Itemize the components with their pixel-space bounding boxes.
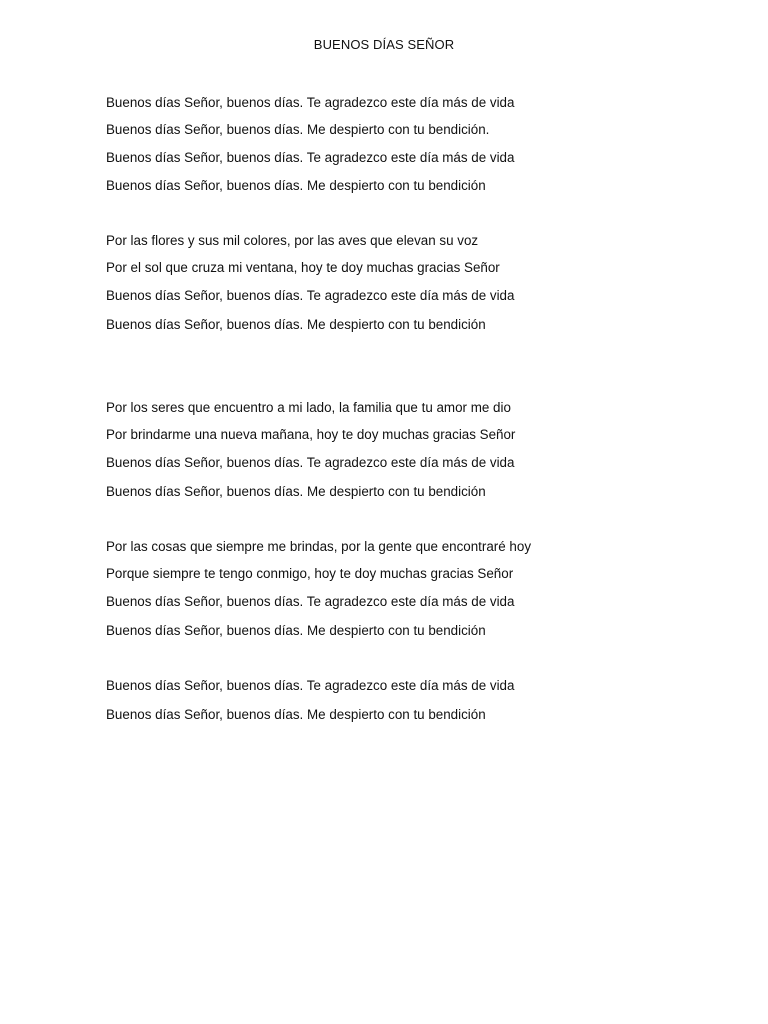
lyric-line: Buenos días Señor, buenos días. Me despierto con tu bendición — [106, 178, 486, 193]
lyric-line: Por las flores y sus mil colores, por las aves que elevan su voz — [106, 233, 479, 248]
lyric-line: Por el sol que cruza mi ventana, hoy te doy muchas gracias Señor — [106, 260, 500, 275]
lyric-line: Buenos días Señor, buenos días. Te agradezco este día más de vida — [106, 678, 515, 693]
lyric-line: Buenos días Señor, buenos días. Te agradezco este día más de vida — [106, 288, 515, 303]
lyric-line: Buenos días Señor, buenos días. Me despierto con tu bendición. — [106, 122, 490, 137]
lyric-line: Buenos días Señor, buenos días. Me despierto con tu bendición — [106, 623, 486, 638]
lyric-line: Buenos días Señor, buenos días. Me despierto con tu bendición — [106, 484, 486, 499]
lyric-line: Por las cosas que siempre me brindas, por la gente que encontraré hoy — [106, 539, 532, 554]
lyric-line: Buenos días Señor, buenos días. Te agradezco este día más de vida — [106, 150, 515, 165]
lyric-line: Por los seres que encuentro a mi lado, la familia que tu amor me dio — [106, 400, 511, 415]
lyric-line: Porque siempre te tengo conmigo, hoy te doy muchas gracias Señor — [106, 566, 514, 581]
lyric-line: Buenos días Señor, buenos días. Te agradezco este día más de vida — [106, 594, 515, 609]
lyric-line: Buenos días Señor, buenos días. Me despierto con tu bendición — [106, 317, 486, 332]
document-title: BUENOS DÍAS SEÑOR — [313, 37, 455, 52]
lyric-line: Por brindarme una nueva mañana, hoy te doy muchas gracias Señor — [106, 427, 516, 442]
lyric-line: Buenos días Señor, buenos días. Me despierto con tu bendición — [106, 707, 486, 722]
lyric-line: Buenos días Señor, buenos días. Te agradezco este día más de vida — [106, 95, 515, 110]
lyric-line: Buenos días Señor, buenos días. Te agradezco este día más de vida — [106, 455, 515, 470]
